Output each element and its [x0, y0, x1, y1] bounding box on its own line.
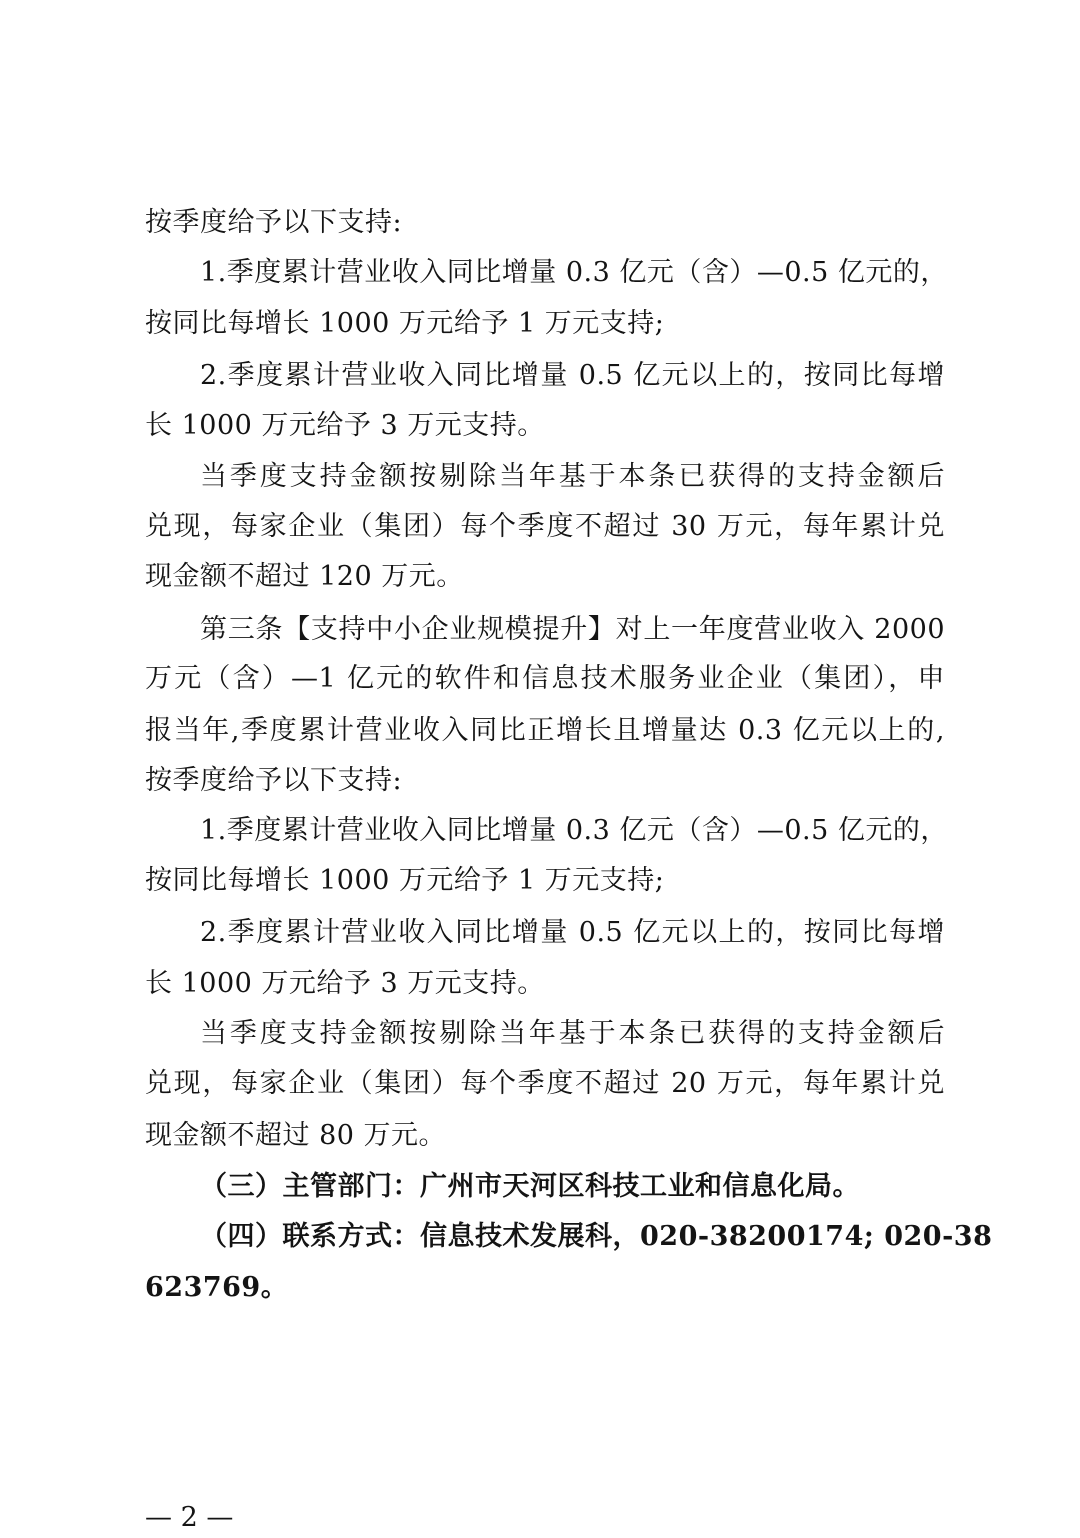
text-line-5: 长 1000 万元给予 3 万元支持。: [145, 410, 545, 441]
text-line-20: （三）主管部门：广州市天河区科技工业和信息化局。: [200, 1171, 860, 1202]
text-line-16: 长 1000 万元给予 3 万元支持。: [145, 968, 545, 999]
text-line-11: 报当年,季度累计营业收入同比正增长且增量达 0.3 亿元以上的,: [145, 715, 945, 746]
text-line-7: 兑现，每家企业（集团）每个季度不超过 30 万元，每年累计兑: [145, 511, 945, 542]
text-line-18: 兑现，每家企业（集团）每个季度不超过 20 万元，每年累计兑: [145, 1068, 945, 1099]
text-line-15: 2.季度累计营业收入同比增量 0.5 亿元以上的，按同比每增: [200, 917, 945, 948]
text-line-21: （四）联系方式：信息技术发展科，020-38200174; 020-38: [200, 1221, 993, 1252]
text-line-2: 1.季度累计营业收入同比增量 0.3 亿元（含）—0.5 亿元的，: [200, 257, 948, 288]
text-line-6: 当季度支持金额按剔除当年基于本条已获得的支持金额后: [200, 461, 945, 492]
text-line-17: 当季度支持金额按剔除当年基于本条已获得的支持金额后: [200, 1018, 945, 1049]
page-number: — 2 —: [145, 1502, 234, 1533]
text-line-22: 623769。: [145, 1272, 289, 1303]
text-line-13: 1.季度累计营业收入同比增量 0.3 亿元（含）—0.5 亿元的，: [200, 815, 948, 846]
text-line-19: 现金额不超过 80 万元。: [145, 1120, 447, 1151]
text-line-10: 万元（含）—1 亿元的软件和信息技术服务业企业（集团），申: [145, 663, 945, 694]
text-line-3: 按同比每增长 1000 万元给予 1 万元支持;: [145, 308, 665, 339]
text-line-4: 2.季度累计营业收入同比增量 0.5 亿元以上的，按同比每增: [200, 360, 945, 391]
text-line-9: 第三条【支持中小企业规模提升】对上一年度营业收入 2000: [200, 614, 945, 645]
text-line-12: 按季度给予以下支持:: [145, 765, 403, 796]
text-line-8: 现金额不超过 120 万元。: [145, 561, 464, 592]
text-line-1: 按季度给予以下支持:: [145, 207, 403, 238]
text-line-14: 按同比每增长 1000 万元给予 1 万元支持;: [145, 865, 665, 896]
